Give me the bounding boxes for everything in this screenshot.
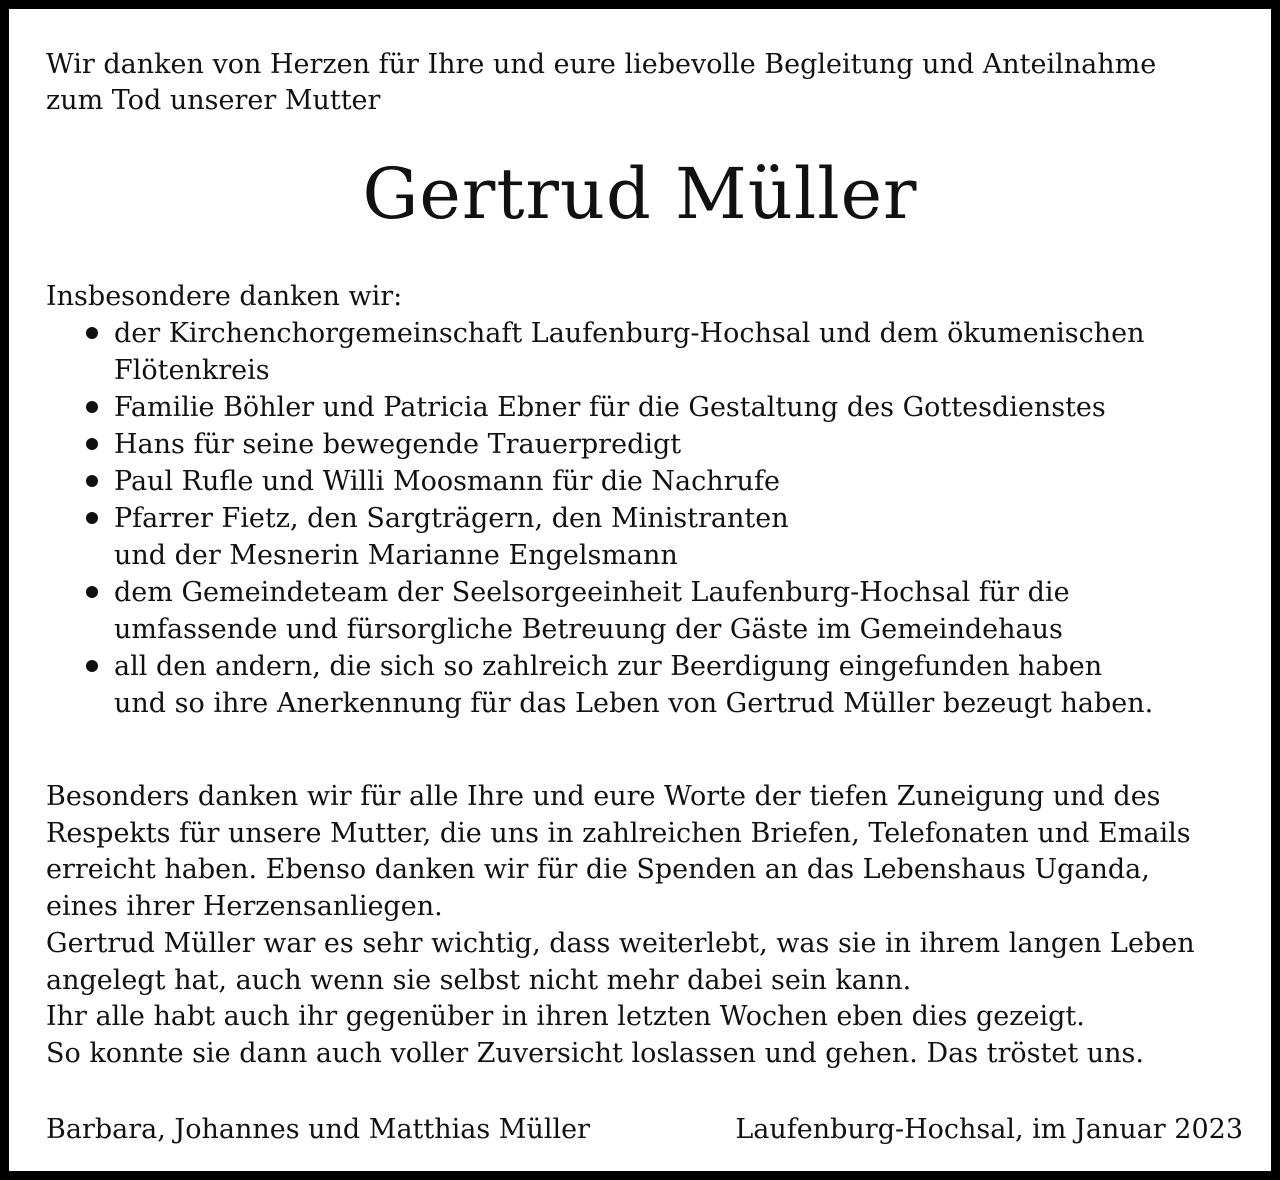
list-item (74, 389, 1254, 426)
paragraph-line: erreicht haben. Ebenso danken wir für die Spenden an das Lebenshaus Uganda, (46, 854, 1150, 885)
list-item-line: und so ihre Anerkennung für das Leben von Gertrud Müller bezeugt haben. (114, 688, 1154, 719)
list-item-line: all den andern, die sich so zahlreich zur Beerdigung eingefunden haben (114, 651, 1103, 682)
list-item (74, 574, 1254, 648)
paragraph-line: Gertrud Müller war es sehr wichtig, dass weiterlebt, was sie in ihrem langen Leben (46, 928, 1195, 959)
paragraph-line: eines ihrer Herzensanliegen. (46, 890, 443, 922)
list-item-line: Familie Böhler und Patricia Ebner für die Gestaltung des Gottesdienstes (114, 392, 1106, 423)
list-item-line: umfassende und fürsorgliche Betreuung der Gäste im Gemeindehaus (114, 614, 1063, 645)
list-item-line: und der Mesnerin Marianne Engelsmann (114, 540, 678, 571)
thanks-intro: Insbesondere danken wir: (46, 281, 403, 312)
list-item (74, 648, 1254, 722)
paragraph-line: Besonders danken wir für alle Ihre und eure Worte der tiefen Zuneigung und des (46, 781, 1161, 812)
legacy-paragraph (46, 926, 1246, 1072)
paragraph-line: Ihr alle habt auch ihr gegenüber in ihren letzten Wochen eben dies gezeigt. (46, 1001, 1085, 1032)
list-item-line: dem Gemeindeteam der Seelsorgeeinheit Laufenburg-Hochsal für die (114, 577, 1070, 608)
list-item (74, 463, 1254, 500)
signature-row (46, 1112, 1243, 1148)
bullet-icon (86, 512, 98, 524)
bullet-icon (86, 327, 98, 339)
list-item (74, 500, 1254, 574)
bullet-icon (86, 401, 98, 413)
paragraph-line: angelegt hat, auch wenn sie selbst nicht mehr dabei sein kann. (46, 964, 912, 996)
bullet-icon (86, 475, 98, 487)
list-item-line: Hans für seine bewegende Trauerpredigt (114, 429, 682, 460)
list-item-line: Flötenkreis (114, 355, 270, 386)
list-item-line: Pfarrer Fietz, den Sargträgern, den Ministranten (114, 503, 789, 534)
bullet-icon (86, 438, 98, 450)
signatories: Barbara, Johannes und Matthias Müller (46, 1114, 590, 1145)
bullet-icon (86, 586, 98, 598)
place-and-date: Laufenburg-Hochsal, im Januar 2023 (735, 1114, 1243, 1145)
deceased-name: Gertrud Müller (362, 153, 918, 235)
intro-line: Wir danken von Herzen für Ihre und eure liebevolle Begleitung und Anteilnahme (46, 49, 1157, 80)
list-item (74, 315, 1254, 389)
list-item-line: Paul Rufle und Willi Moosmann für die Nachrufe (114, 466, 780, 497)
intro-line: zum Tod unserer Mutter (46, 85, 381, 116)
gratitude-paragraph (46, 779, 1246, 925)
paragraph-line: Respekts für unsere Mutter, die uns in zahlreichen Briefen, Telefonaten und Emails (46, 817, 1191, 849)
thanks-list (74, 315, 1254, 722)
intro-text (46, 47, 1246, 119)
list-item-line: der Kirchenchorgemeinschaft Laufenburg-Hochsal und dem ökumenischen (114, 318, 1145, 349)
list-item (74, 426, 1254, 463)
paragraph-line: So konnte sie dann auch voller Zuversicht loslassen und gehen. Das tröstet uns. (46, 1037, 1144, 1069)
bullet-icon (86, 660, 98, 672)
